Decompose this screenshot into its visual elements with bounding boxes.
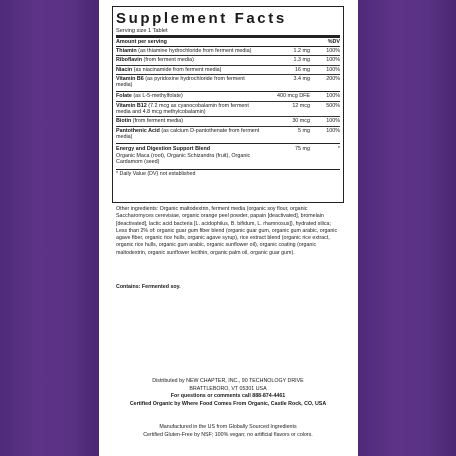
nutrient-name: Thiamin [116, 48, 137, 54]
nutrient-desc: (7.2 mcg as cyanocobalamin from ferment media and 4.8 mcg methylcobalamin) [116, 102, 249, 116]
left-purple-band [0, 0, 99, 456]
nutrient-name: Biotin [116, 118, 132, 125]
nutrient-desc: (from ferment media) [142, 57, 194, 64]
nutrient-amount: 5 mg [298, 127, 310, 134]
blend-amount: 75 mg [295, 146, 310, 153]
nutrient-dv: 100% [326, 48, 340, 54]
nutrient-desc: (as pyridoxine hydrochloride from ferment media) [116, 75, 245, 89]
other-ingredients-label: Other ingredients: [116, 206, 159, 212]
supplement-facts-panel [112, 6, 344, 203]
nutrient-dv: 100% [326, 118, 340, 125]
manufactured-line: Manufactured in the US from Globally Sourced Ingredients [159, 424, 297, 430]
right-purple-band [358, 0, 456, 456]
distributor-address: BRATTLEBORO, VT 05301 USA [189, 385, 267, 392]
table-row [116, 102, 340, 118]
other-ingredients [116, 206, 342, 257]
nutrient-amount: 3.4 mg [293, 75, 310, 82]
blend-name: Energy and Digestion Support Blend [116, 146, 211, 153]
nutrient-name: Pantothenic Acid [116, 127, 160, 134]
nutrient-name: Folate [116, 93, 132, 100]
nutrient-amount: 400 mcg DFE [277, 93, 310, 100]
nutrient-desc: (as niacinamide from ferment media) [132, 66, 222, 73]
dv-footnote: * Daily Value (DV) not established [116, 171, 196, 178]
contains-statement: Contains: Fermented soy. [116, 284, 181, 290]
dv-header: %DV [327, 39, 340, 45]
nutrient-name: Vitamin B12 [116, 102, 147, 109]
nutrient-dv: 100% [326, 66, 340, 73]
nutrient-dv: 100% [326, 57, 340, 64]
table-row [116, 117, 340, 126]
nutrient-dv: 100% [326, 127, 340, 134]
blend-dv: * [337, 146, 340, 153]
amount-per-serving-header: Amount per serving [116, 39, 167, 45]
blend-desc: Organic Maca (root), Organic Schizandra (fruit), Organic Cardamom (seed) [116, 152, 251, 165]
nutrient-name: Niacin [116, 66, 133, 73]
nutrient-desc: (from ferment media) [131, 118, 184, 125]
other-ingredients-text: Organic maltodextrin, ferment media (organic soy flour, organic Saccharomyces cerevisiae, organic orange peel powder, papain [deactivated], bromelain [deactivated], lactic acid bacteria [L. acidophilus, B. bifidum, L. rhamnosus]), hydrated silica; Less than 2% of: organic guar gum fiber blend (organic guar gum, organic gum arabic, organic agave fiber, organic rice hulls, organic agave syrup), rice extract blend (organic rice extract, organic rice hulls, organic gum arabic, organic sunflower oil), organic coating (organic maltodextrin, organic sunflower lecithin, organic palm oil, organic guar gum). [116, 206, 338, 256]
table-row [116, 127, 340, 145]
nutrient-dv: 100% [326, 93, 340, 100]
nutrient-amount: 30 mcg [292, 118, 310, 125]
serving-size: Serving size 1 Tablet [116, 27, 340, 38]
nutrient-dv: 200% [326, 75, 340, 82]
nutrient-name: Vitamin B6 [116, 75, 144, 82]
nutrient-amount: 1.3 mg [293, 57, 310, 64]
nutrient-amount: 16 mg [295, 66, 310, 73]
nutrient-amount: 12 mcg [292, 102, 310, 109]
table-row [116, 92, 340, 101]
nutrient-dv: 500% [326, 102, 340, 109]
manufacturing-info [102, 424, 354, 439]
nutrient-desc: (as calcium D-pantothenate from ferment media) [116, 127, 260, 140]
table-row [116, 75, 340, 93]
nutrient-name: Riboflavin [116, 57, 143, 64]
nutrient-desc: (as L-5-methylfolate) [131, 93, 183, 100]
distributor-line: Distributed by NEW CHAPTER, INC., 90 TECHNOLOGY DRIVE [152, 378, 304, 384]
nutrient-amount: 1.2 mg [293, 48, 310, 54]
certification-line: Certified Gluten-Free by NSF; 100% vegan; no artificial flavors or colors. [143, 431, 313, 438]
nutrient-desc: (as thiamine hydrochloride from ferment media) [136, 48, 252, 54]
supplement-facts-title: Supplement Facts [116, 10, 287, 27]
organic-certifier: Certified Organic by Where Food Comes From Organic, Castle Rock, CO, USA [129, 400, 327, 407]
blend-row [116, 144, 340, 170]
table-row [116, 56, 340, 65]
table-row [116, 47, 340, 56]
table-row [116, 66, 340, 75]
distributor-info [102, 378, 354, 408]
table-header [116, 38, 340, 47]
contact-phone: For questions or comments call 888-874-4461 [170, 393, 286, 400]
